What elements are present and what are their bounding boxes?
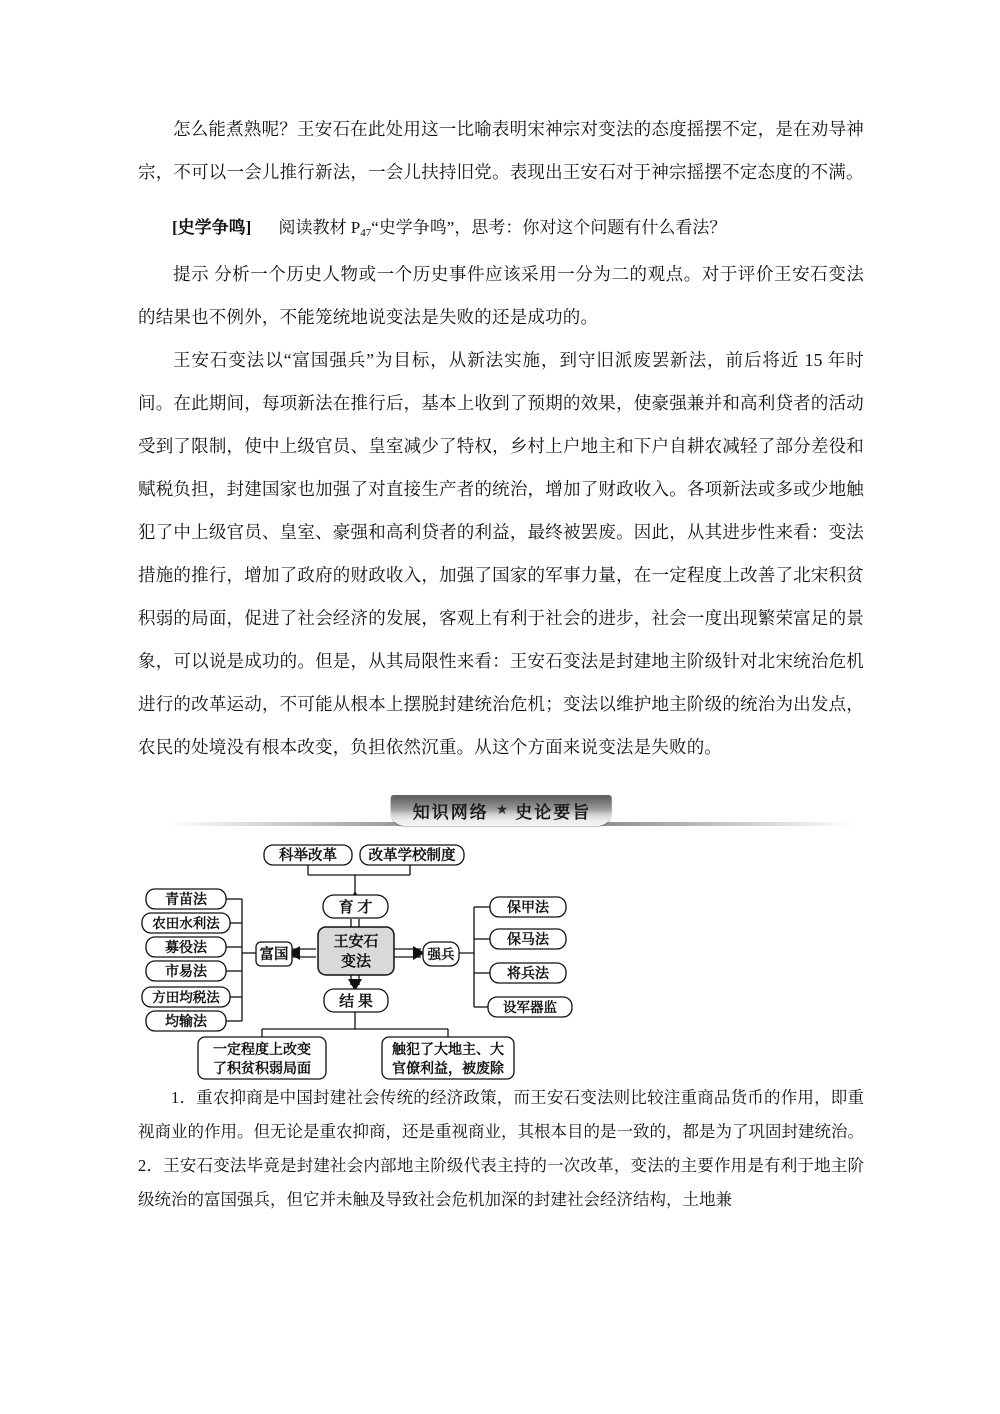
diagram-node-qingmiaofa: 青苗法	[165, 893, 207, 909]
diagram-node-muyifa: 募役法	[165, 941, 207, 957]
diagram-result-right-line2: 官僚利益，被废除	[392, 1062, 504, 1078]
paragraph-intro: 怎么能煮熟呢？王安石在此处用这一比喻表明宋神宗对变法的态度摇摆不定，是在劝导神宗，不可以一会儿推行新法，一会儿扶持旧党。表现出王安石对于神宗摇摆不定态度的不满。	[138, 119, 864, 182]
diagram-center-line1: 王安石	[333, 934, 379, 951]
note-item-1: 1．重农抑商是中国封建社会传统的经济政策，而王安石变法则比较注重商品货币的作用，即重视商业的作用。但无论是重农抑商，还是重视商业，其根本目的是一致的，都是为了巩固封建统治。	[138, 1088, 864, 1142]
diagram-node-baomafa: 保马法	[507, 933, 549, 949]
diagram-node-fuguo: 富国	[259, 947, 289, 964]
star-icon: ★	[495, 802, 509, 818]
textbook-page-number: 47	[360, 227, 372, 240]
diagram-result-left-line1: 一定程度上改变	[213, 1043, 311, 1059]
diagram-node-fangtianjunshuifa: 方田均税法	[152, 990, 220, 1006]
note-item-2: 2．王安石变法毕竟是封建社会内部地主阶级代表主持的一次改革，变法的主要作用是有利于地主阶级统治的富国强兵，但它并未触及导致社会危机加深的封建社会经济结构，土地兼	[138, 1156, 864, 1210]
banner-left-label: 知识网络	[412, 803, 489, 823]
diagram-node-baojiafa: 保甲法	[507, 901, 549, 917]
banner-rule-right	[599, 822, 854, 826]
knowledge-network-diagram	[138, 839, 864, 1078]
debate-text-b: “史学争鸣”，思考：你对这个问题有什么看法？	[371, 218, 727, 237]
diagram-node-school-reform: 改革学校制度	[368, 848, 456, 865]
section-banner	[138, 795, 864, 835]
diagram-node-junshufa: 均输法	[165, 1015, 207, 1031]
debate-tag-label: [史学争鸣]	[172, 218, 252, 237]
diagram-node-yucai: 育 才	[338, 900, 373, 917]
hint-label: 提示	[173, 264, 210, 285]
paragraph-hint	[138, 253, 864, 339]
diagram-node-jiangbingfa: 将兵法	[507, 967, 549, 983]
debate-text-a: 阅读教材 P	[278, 218, 361, 237]
diagram-result-right-line1: 触犯了大地主、大	[392, 1043, 504, 1059]
banner-ribbon	[391, 795, 612, 826]
diagram-node-jieguo: 结 果	[339, 994, 373, 1011]
diagram-result-left-line2: 了积贫积弱局面	[213, 1062, 311, 1078]
debate-line	[138, 208, 864, 253]
paragraph-main: 王安石变法以“富国强兵”为目标，从新法实施，到守旧派废罢新法，前后将近 15 年时间。在此期间，每项新法在推行后，基本上收到了预期的效果，使豪强兼并和高利贷者的活动受到了限制，使中上级官员、皇室减少了特权，乡村上户地主和下户自耕农减轻了部分差役和赋税负担，封建国家也加强了对直接生产者的统治，增加了财政收入。各项新法或多或少地触犯了中上级官员、皇室、豪强和高利贷者的利益，最终被罢废。因此，从其进步性来看：变法措施的推行，增加了政府的财政收入，加强了国家的军事力量，在一定程度上改善了北宋积贫积弱的局面，促进了社会经济的发展，客观上有利于社会的进步，社会一度出现繁荣富足的景象，可以说是成功的。但是，从其局限性来看：王安石变法是封建地主阶级针对北宋统治危机进行的改革运动，不可能从根本上摆脱封建统治危机；变法以维护地主阶级的统治为出发点，农民的处境没有根本改变，负担依然沉重。从这个方面来说变法是失败的。	[138, 350, 864, 758]
diagram-node-keju: 科举改革	[279, 848, 337, 865]
banner-rule-left	[168, 822, 428, 826]
diagram-node-nongtianshuilifa: 农田水利法	[152, 916, 220, 932]
hint-text: 分析一个历史人物或一个历史事件应该采用一分为二的观点。对于评价王安石变法的结果也不例外，不能笼统地说变法是失败的还是成功的。	[138, 264, 865, 328]
notes-list	[138, 1081, 864, 1217]
diagram-center-line2: 变法	[340, 954, 372, 971]
banner-right-label: 史论要旨	[515, 803, 592, 823]
diagram-node-shejunqijian: 设军器监	[503, 1000, 557, 1016]
diagram-node-shiyifa: 市易法	[165, 965, 207, 981]
diagram-node-qiangbing: 强兵	[427, 947, 455, 963]
page-content	[138, 108, 864, 1217]
